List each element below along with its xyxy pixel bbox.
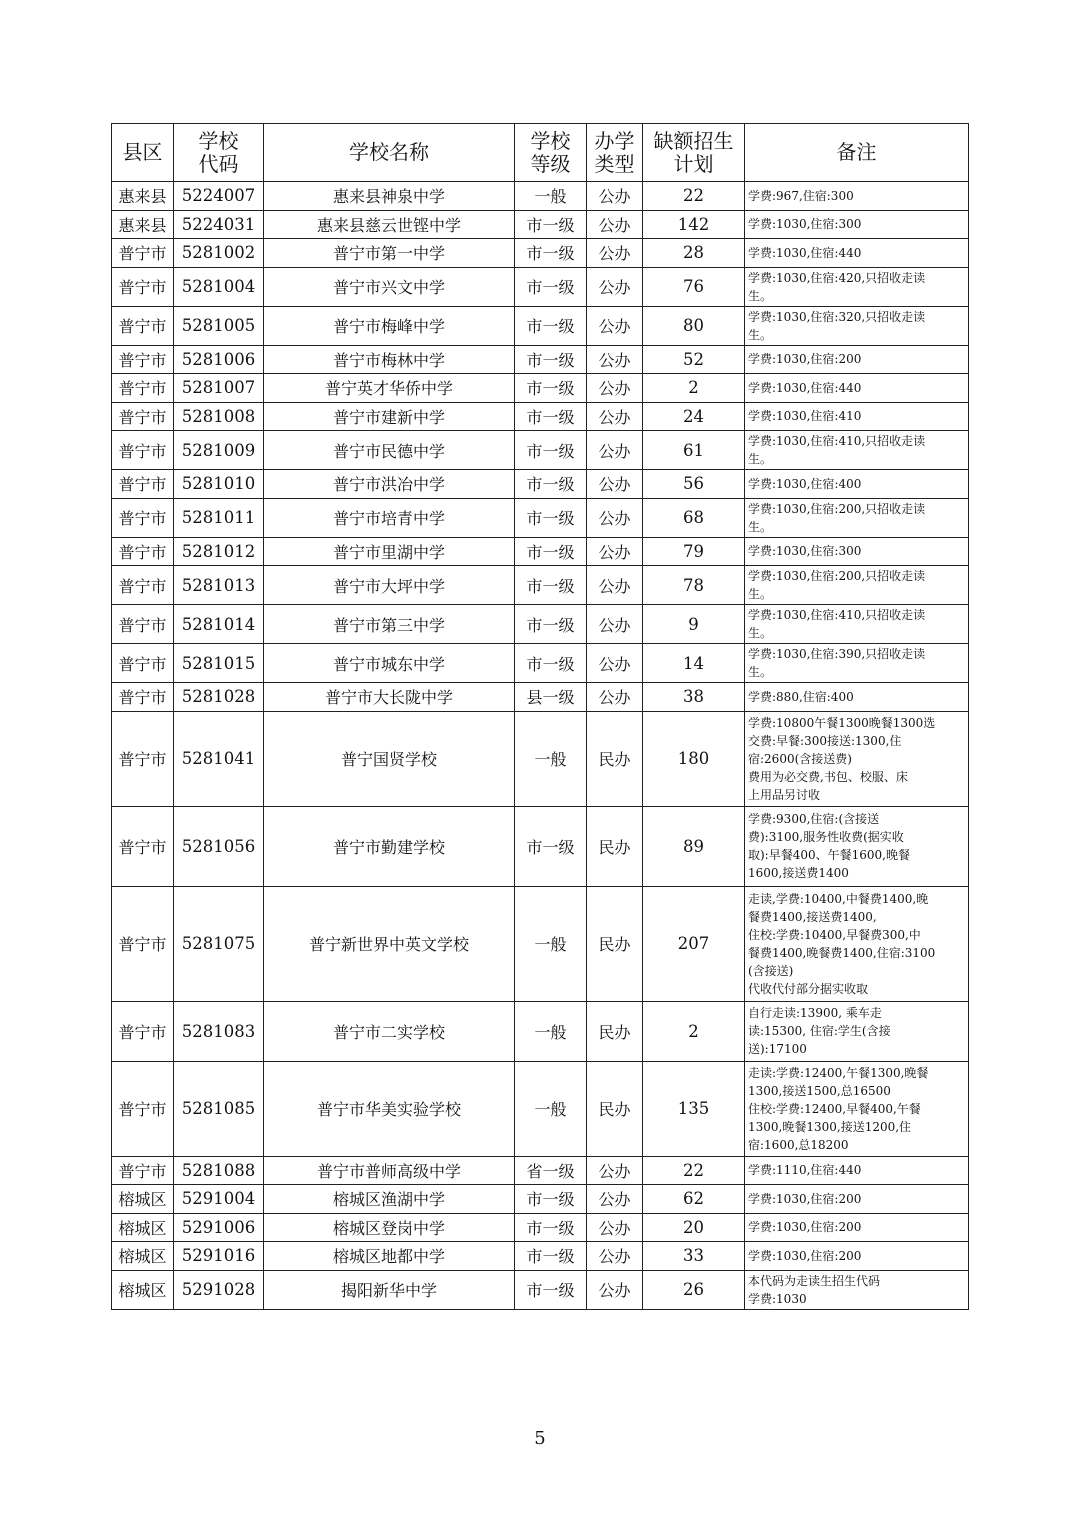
header-quota: 缺额招生 计划 bbox=[643, 124, 745, 182]
type-cell: 公办 bbox=[587, 345, 643, 374]
table-row bbox=[112, 1156, 969, 1185]
table-row bbox=[112, 644, 969, 683]
note-cell: 学费:1030,住宿:300 bbox=[745, 537, 969, 566]
level-cell: 市一级 bbox=[515, 605, 587, 644]
county-cell: 普宁市 bbox=[112, 886, 174, 1001]
enrollment-table bbox=[111, 123, 969, 1310]
code-cell: 5281004 bbox=[174, 267, 264, 306]
school-name-cell: 普宁市华美实验学校 bbox=[264, 1061, 515, 1156]
header-note: 备注 bbox=[745, 124, 969, 182]
level-cell: 一般 bbox=[515, 711, 587, 806]
table-row bbox=[112, 806, 969, 886]
note-cell: 学费:1030,住宿:420,只招收走读 生。 bbox=[745, 267, 969, 306]
type-cell: 民办 bbox=[587, 1061, 643, 1156]
note-cell: 学费:1030,住宿:440 bbox=[745, 239, 969, 268]
table-row bbox=[112, 1213, 969, 1242]
county-cell: 普宁市 bbox=[112, 267, 174, 306]
level-cell: 市一级 bbox=[515, 537, 587, 566]
code-cell: 5281083 bbox=[174, 1001, 264, 1061]
county-cell: 普宁市 bbox=[112, 498, 174, 537]
quota-cell: 22 bbox=[643, 182, 745, 211]
type-cell: 公办 bbox=[587, 431, 643, 470]
quota-cell: 180 bbox=[643, 711, 745, 806]
school-name-cell: 普宁新世界中英文学校 bbox=[264, 886, 515, 1001]
school-name-cell: 普宁英才华侨中学 bbox=[264, 374, 515, 403]
level-cell: 市一级 bbox=[515, 374, 587, 403]
note-cell: 自行走读:13900, 乘车走 读:15300, 住宿:学生(含接 送):17100 bbox=[745, 1001, 969, 1061]
level-cell: 市一级 bbox=[515, 267, 587, 306]
table-row bbox=[112, 1242, 969, 1271]
note-cell: 学费:9300,住宿:(含接送 费):3100,服务性收费(据实收 取):早餐400、午餐1600,晚餐 1600,接送费1400 bbox=[745, 806, 969, 886]
quota-cell: 9 bbox=[643, 605, 745, 644]
quota-cell: 22 bbox=[643, 1156, 745, 1185]
code-cell: 5224007 bbox=[174, 182, 264, 211]
county-cell: 榕城区 bbox=[112, 1270, 174, 1309]
code-cell: 5281002 bbox=[174, 239, 264, 268]
table-row bbox=[112, 1061, 969, 1156]
quota-cell: 2 bbox=[643, 1001, 745, 1061]
note-cell: 学费:1030,住宿:390,只招收走读 生。 bbox=[745, 644, 969, 683]
code-cell: 5281011 bbox=[174, 498, 264, 537]
level-cell: 市一级 bbox=[515, 498, 587, 537]
table-row bbox=[112, 345, 969, 374]
county-cell: 普宁市 bbox=[112, 402, 174, 431]
school-name-cell: 普宁市第一中学 bbox=[264, 239, 515, 268]
level-cell: 市一级 bbox=[515, 566, 587, 605]
code-cell: 5281075 bbox=[174, 886, 264, 1001]
table-row bbox=[112, 498, 969, 537]
county-cell: 普宁市 bbox=[112, 605, 174, 644]
type-cell: 公办 bbox=[587, 683, 643, 712]
code-cell: 5281005 bbox=[174, 306, 264, 345]
type-cell: 公办 bbox=[587, 566, 643, 605]
county-cell: 普宁市 bbox=[112, 1156, 174, 1185]
table-row bbox=[112, 566, 969, 605]
code-cell: 5281028 bbox=[174, 683, 264, 712]
code-cell: 5291028 bbox=[174, 1270, 264, 1309]
code-cell: 5291006 bbox=[174, 1213, 264, 1242]
table-row bbox=[112, 886, 969, 1001]
quota-cell: 52 bbox=[643, 345, 745, 374]
note-cell: 学费:1110,住宿:440 bbox=[745, 1156, 969, 1185]
school-name-cell: 普宁市勤建学校 bbox=[264, 806, 515, 886]
county-cell: 普宁市 bbox=[112, 1061, 174, 1156]
table-row bbox=[112, 402, 969, 431]
header-type: 办学 类型 bbox=[587, 124, 643, 182]
note-cell: 学费:10800午餐1300晚餐1300选 交费:早餐:300接送:1300,住 宿:2600(含接送费) 费用为必交费,书包、校服、床 上用品另讨收 bbox=[745, 711, 969, 806]
note-cell: 学费:1030,住宿:410,只招收走读 生。 bbox=[745, 605, 969, 644]
school-name-cell: 普宁市二实学校 bbox=[264, 1001, 515, 1061]
table-row bbox=[112, 431, 969, 470]
county-cell: 惠来县 bbox=[112, 182, 174, 211]
county-cell: 普宁市 bbox=[112, 470, 174, 499]
note-cell: 学费:1030,住宿:400 bbox=[745, 470, 969, 499]
type-cell: 公办 bbox=[587, 470, 643, 499]
level-cell: 市一级 bbox=[515, 402, 587, 431]
type-cell: 公办 bbox=[587, 537, 643, 566]
quota-cell: 26 bbox=[643, 1270, 745, 1309]
code-cell: 5281056 bbox=[174, 806, 264, 886]
note-cell: 学费:1030,住宿:410,只招收走读 生。 bbox=[745, 431, 969, 470]
school-name-cell: 榕城区登岗中学 bbox=[264, 1213, 515, 1242]
type-cell: 公办 bbox=[587, 1156, 643, 1185]
county-cell: 普宁市 bbox=[112, 683, 174, 712]
quota-cell: 61 bbox=[643, 431, 745, 470]
header-row bbox=[112, 124, 969, 182]
school-name-cell: 普宁市大坪中学 bbox=[264, 566, 515, 605]
quota-cell: 135 bbox=[643, 1061, 745, 1156]
note-cell: 学费:1030,住宿:320,只招收走读 生。 bbox=[745, 306, 969, 345]
county-cell: 普宁市 bbox=[112, 566, 174, 605]
type-cell: 公办 bbox=[587, 182, 643, 211]
county-cell: 普宁市 bbox=[112, 306, 174, 345]
type-cell: 民办 bbox=[587, 1001, 643, 1061]
header-code: 学校 代码 bbox=[174, 124, 264, 182]
note-cell: 学费:1030,住宿:200 bbox=[745, 1213, 969, 1242]
table-row bbox=[112, 182, 969, 211]
level-cell: 市一级 bbox=[515, 470, 587, 499]
code-cell: 5224031 bbox=[174, 210, 264, 239]
code-cell: 5281041 bbox=[174, 711, 264, 806]
level-cell: 省一级 bbox=[515, 1156, 587, 1185]
note-cell: 学费:967,住宿:300 bbox=[745, 182, 969, 211]
level-cell: 市一级 bbox=[515, 1270, 587, 1309]
level-cell: 一般 bbox=[515, 182, 587, 211]
level-cell: 县一级 bbox=[515, 683, 587, 712]
note-cell: 走读,学费:10400,中餐费1400,晚 餐费1400,接送费1400, 住校:学费:10400,早餐费300,中 餐费1400,晚餐费1400,住宿:3100 (含接送) 代收代付部分据实收取 bbox=[745, 886, 969, 1001]
quota-cell: 38 bbox=[643, 683, 745, 712]
school-name-cell: 普宁市培青中学 bbox=[264, 498, 515, 537]
type-cell: 公办 bbox=[587, 644, 643, 683]
code-cell: 5281014 bbox=[174, 605, 264, 644]
county-cell: 普宁市 bbox=[112, 537, 174, 566]
table-row bbox=[112, 711, 969, 806]
note-cell: 学费:880,住宿:400 bbox=[745, 683, 969, 712]
level-cell: 一般 bbox=[515, 1001, 587, 1061]
school-name-cell: 普宁市洪冶中学 bbox=[264, 470, 515, 499]
type-cell: 公办 bbox=[587, 1242, 643, 1271]
school-name-cell: 普宁市兴文中学 bbox=[264, 267, 515, 306]
type-cell: 民办 bbox=[587, 806, 643, 886]
level-cell: 市一级 bbox=[515, 345, 587, 374]
level-cell: 市一级 bbox=[515, 431, 587, 470]
note-cell: 学费:1030,住宿:410 bbox=[745, 402, 969, 431]
table-row bbox=[112, 374, 969, 403]
quota-cell: 56 bbox=[643, 470, 745, 499]
quota-cell: 20 bbox=[643, 1213, 745, 1242]
code-cell: 5291016 bbox=[174, 1242, 264, 1271]
level-cell: 一般 bbox=[515, 886, 587, 1001]
table-row bbox=[112, 537, 969, 566]
note-cell: 学费:1030,住宿:300 bbox=[745, 210, 969, 239]
note-cell: 学费:1030,住宿:200,只招收走读 生。 bbox=[745, 566, 969, 605]
table-row bbox=[112, 470, 969, 499]
level-cell: 市一级 bbox=[515, 644, 587, 683]
county-cell: 普宁市 bbox=[112, 711, 174, 806]
code-cell: 5281010 bbox=[174, 470, 264, 499]
school-name-cell: 普宁市梅林中学 bbox=[264, 345, 515, 374]
type-cell: 公办 bbox=[587, 374, 643, 403]
note-cell: 学费:1030,住宿:440 bbox=[745, 374, 969, 403]
quota-cell: 142 bbox=[643, 210, 745, 239]
code-cell: 5291004 bbox=[174, 1185, 264, 1214]
table-row bbox=[112, 683, 969, 712]
county-cell: 榕城区 bbox=[112, 1242, 174, 1271]
note-cell: 学费:1030,住宿:200,只招收走读 生。 bbox=[745, 498, 969, 537]
type-cell: 公办 bbox=[587, 239, 643, 268]
school-name-cell: 榕城区渔湖中学 bbox=[264, 1185, 515, 1214]
code-cell: 5281085 bbox=[174, 1061, 264, 1156]
county-cell: 榕城区 bbox=[112, 1213, 174, 1242]
school-name-cell: 普宁市民德中学 bbox=[264, 431, 515, 470]
type-cell: 公办 bbox=[587, 267, 643, 306]
table-row bbox=[112, 267, 969, 306]
quota-cell: 79 bbox=[643, 537, 745, 566]
level-cell: 市一级 bbox=[515, 210, 587, 239]
school-name-cell: 惠来县神泉中学 bbox=[264, 182, 515, 211]
note-cell: 走读:学费:12400,午餐1300,晚餐 1300,接送1500,总16500 住校:学费:12400,早餐400,午餐 1300,晚餐1300,接送1200,住 宿:1600,总18200 bbox=[745, 1061, 969, 1156]
type-cell: 公办 bbox=[587, 1185, 643, 1214]
school-name-cell: 普宁市建新中学 bbox=[264, 402, 515, 431]
header-level: 学校 等级 bbox=[515, 124, 587, 182]
type-cell: 公办 bbox=[587, 402, 643, 431]
code-cell: 5281009 bbox=[174, 431, 264, 470]
code-cell: 5281088 bbox=[174, 1156, 264, 1185]
level-cell: 一般 bbox=[515, 1061, 587, 1156]
type-cell: 民办 bbox=[587, 886, 643, 1001]
quota-cell: 24 bbox=[643, 402, 745, 431]
code-cell: 5281013 bbox=[174, 566, 264, 605]
school-name-cell: 普宁市城东中学 bbox=[264, 644, 515, 683]
level-cell: 市一级 bbox=[515, 806, 587, 886]
county-cell: 普宁市 bbox=[112, 239, 174, 268]
page-number: 5 bbox=[534, 1428, 546, 1449]
school-name-cell: 榕城区地都中学 bbox=[264, 1242, 515, 1271]
county-cell: 普宁市 bbox=[112, 644, 174, 683]
table-row bbox=[112, 605, 969, 644]
code-cell: 5281006 bbox=[174, 345, 264, 374]
quota-cell: 78 bbox=[643, 566, 745, 605]
quota-cell: 68 bbox=[643, 498, 745, 537]
school-name-cell: 普宁市梅峰中学 bbox=[264, 306, 515, 345]
table-body bbox=[112, 182, 969, 1310]
level-cell: 市一级 bbox=[515, 1185, 587, 1214]
county-cell: 普宁市 bbox=[112, 374, 174, 403]
quota-cell: 28 bbox=[643, 239, 745, 268]
school-name-cell: 普宁国贤学校 bbox=[264, 711, 515, 806]
code-cell: 5281012 bbox=[174, 537, 264, 566]
level-cell: 市一级 bbox=[515, 1242, 587, 1271]
level-cell: 市一级 bbox=[515, 306, 587, 345]
county-cell: 榕城区 bbox=[112, 1185, 174, 1214]
county-cell: 普宁市 bbox=[112, 806, 174, 886]
type-cell: 公办 bbox=[587, 210, 643, 239]
school-name-cell: 揭阳新华中学 bbox=[264, 1270, 515, 1309]
school-name-cell: 普宁市大长陇中学 bbox=[264, 683, 515, 712]
quota-cell: 76 bbox=[643, 267, 745, 306]
school-name-cell: 普宁市第三中学 bbox=[264, 605, 515, 644]
type-cell: 公办 bbox=[587, 1270, 643, 1309]
header-county: 县区 bbox=[112, 124, 174, 182]
county-cell: 惠来县 bbox=[112, 210, 174, 239]
level-cell: 市一级 bbox=[515, 239, 587, 268]
code-cell: 5281007 bbox=[174, 374, 264, 403]
note-cell: 学费:1030,住宿:200 bbox=[745, 1242, 969, 1271]
table-row bbox=[112, 239, 969, 268]
county-cell: 普宁市 bbox=[112, 431, 174, 470]
type-cell: 公办 bbox=[587, 1213, 643, 1242]
quota-cell: 207 bbox=[643, 886, 745, 1001]
type-cell: 公办 bbox=[587, 498, 643, 537]
school-name-cell: 普宁市里湖中学 bbox=[264, 537, 515, 566]
type-cell: 公办 bbox=[587, 306, 643, 345]
quota-cell: 80 bbox=[643, 306, 745, 345]
quota-cell: 14 bbox=[643, 644, 745, 683]
header-name: 学校名称 bbox=[264, 124, 515, 182]
type-cell: 民办 bbox=[587, 711, 643, 806]
level-cell: 市一级 bbox=[515, 1213, 587, 1242]
county-cell: 普宁市 bbox=[112, 1001, 174, 1061]
note-cell: 学费:1030,住宿:200 bbox=[745, 1185, 969, 1214]
quota-cell: 33 bbox=[643, 1242, 745, 1271]
table-row bbox=[112, 1185, 969, 1214]
quota-cell: 62 bbox=[643, 1185, 745, 1214]
code-cell: 5281015 bbox=[174, 644, 264, 683]
table-row bbox=[112, 1001, 969, 1061]
table-row bbox=[112, 306, 969, 345]
quota-cell: 2 bbox=[643, 374, 745, 403]
school-name-cell: 普宁市普师高级中学 bbox=[264, 1156, 515, 1185]
type-cell: 公办 bbox=[587, 605, 643, 644]
county-cell: 普宁市 bbox=[112, 345, 174, 374]
note-cell: 本代码为走读生招生代码 学费:1030 bbox=[745, 1270, 969, 1309]
table-row bbox=[112, 210, 969, 239]
table-row bbox=[112, 1270, 969, 1309]
quota-cell: 89 bbox=[643, 806, 745, 886]
code-cell: 5281008 bbox=[174, 402, 264, 431]
school-name-cell: 惠来县慈云世铿中学 bbox=[264, 210, 515, 239]
note-cell: 学费:1030,住宿:200 bbox=[745, 345, 969, 374]
